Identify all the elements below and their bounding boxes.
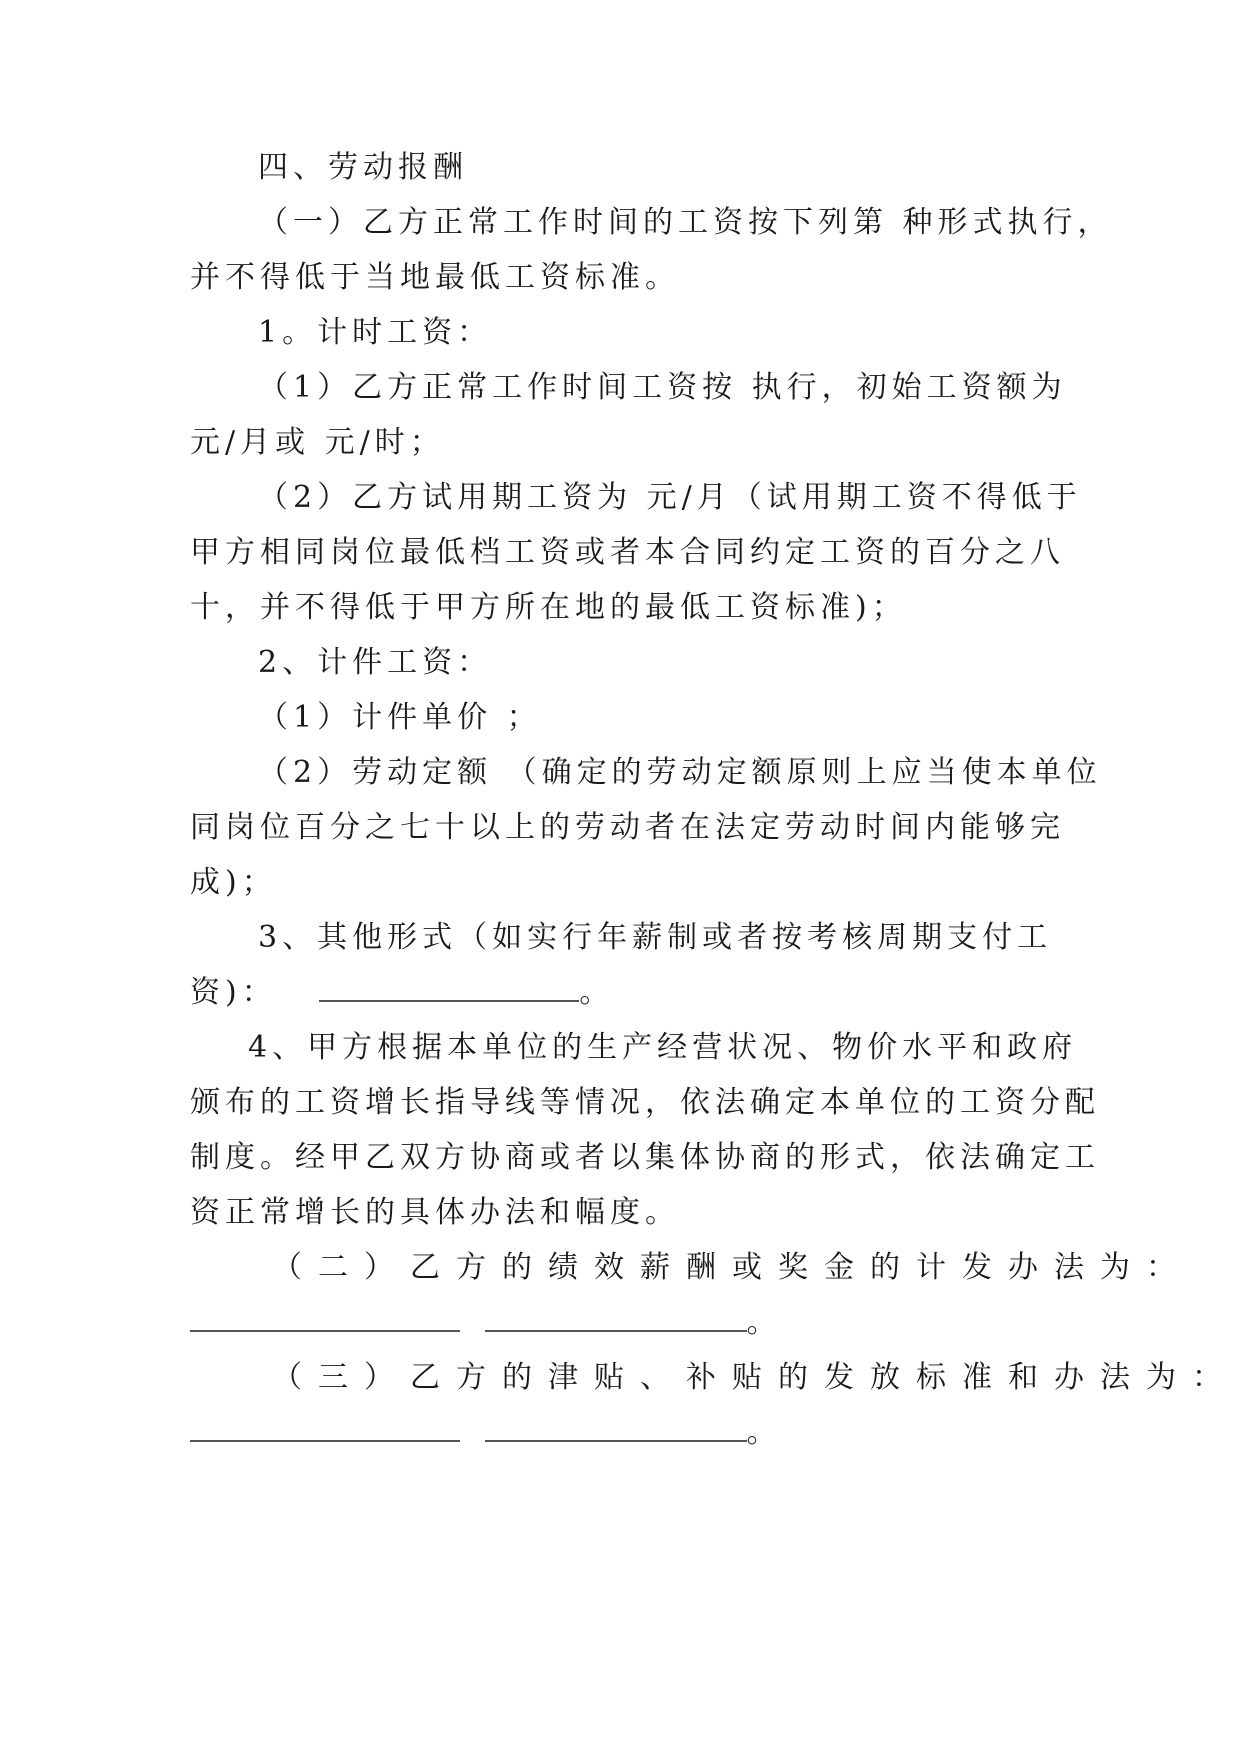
item-3-prefix: 资)： <box>190 975 277 1010</box>
paragraph-2-line-1: （二）乙方的绩效薪酬或奖金的计发办法为： <box>272 1250 1192 1285</box>
paragraph-3-line-1: （三）乙方的津贴、补贴的发放标准和办法为： <box>272 1360 1238 1395</box>
item-2-1: （1）计件单价 ； <box>258 700 542 735</box>
item-2-2-line-1: （2）劳动定额 （确定的劳动定额原则上应当使本单位 <box>258 755 1102 790</box>
fill-in-blank <box>319 974 579 1002</box>
item-3-line-2 <box>190 973 614 1013</box>
paragraph-3-end: 。 <box>746 1415 782 1450</box>
item-2-2-line-2: 同岗位百分之七十以上的劳动者在法定劳动时间内能够完 <box>190 810 1065 845</box>
item-1-2-line-1: （2）乙方试用期工资为 元/月（试用期工资不得低于 <box>258 480 1082 515</box>
item-1-2-line-2: 甲方相同岗位最低档工资或者本合同约定工资的百分之八 <box>190 535 1065 570</box>
item-4-line-3: 制度。经甲乙双方协商或者以集体协商的形式，依法确定工 <box>190 1140 1100 1175</box>
item-4-line-4: 资正常增长的具体办法和幅度。 <box>190 1195 680 1230</box>
item-2-heading: 2、计件工资： <box>258 645 493 680</box>
item-1-1-line-2: 元/月或 元/时； <box>190 425 445 460</box>
item-1-1-line-1: （1）乙方正常工作时间工资按 执行，初始工资额为 <box>258 370 1067 405</box>
item-4-line-1: 4、甲方根据本单位的生产经营状况、物价水平和政府 <box>248 1030 1078 1065</box>
fill-in-blank <box>485 1414 747 1442</box>
item-1-2-line-3: 十，并不得低于甲方所在地的最低工资标准)； <box>190 590 907 625</box>
item-1-heading: 1。计时工资： <box>258 315 493 350</box>
fill-in-blank <box>190 1304 460 1332</box>
fill-in-blank <box>485 1304 747 1332</box>
paragraph-3-line-2 <box>190 1413 782 1453</box>
item-2-2-line-3: 成)； <box>190 865 277 900</box>
item-4-line-2: 颁布的工资增长指导线等情况，依法确定本单位的工资分配 <box>190 1085 1100 1120</box>
item-3-suffix: 。 <box>579 975 615 1010</box>
paragraph-2-end: 。 <box>746 1305 782 1340</box>
paragraph-1-line-2: 并不得低于当地最低工资标准。 <box>190 260 680 295</box>
paragraph-1-line-1: （一）乙方正常工作时间的工资按下列第 种形式执行， <box>258 205 1113 240</box>
paragraph-2-line-2 <box>190 1303 782 1343</box>
item-3-line-1: 3、其他形式（如实行年薪制或者按考核周期支付工 <box>258 920 1053 955</box>
fill-in-blank <box>190 1414 460 1442</box>
section-title: 四、劳动报酬 <box>258 150 468 185</box>
